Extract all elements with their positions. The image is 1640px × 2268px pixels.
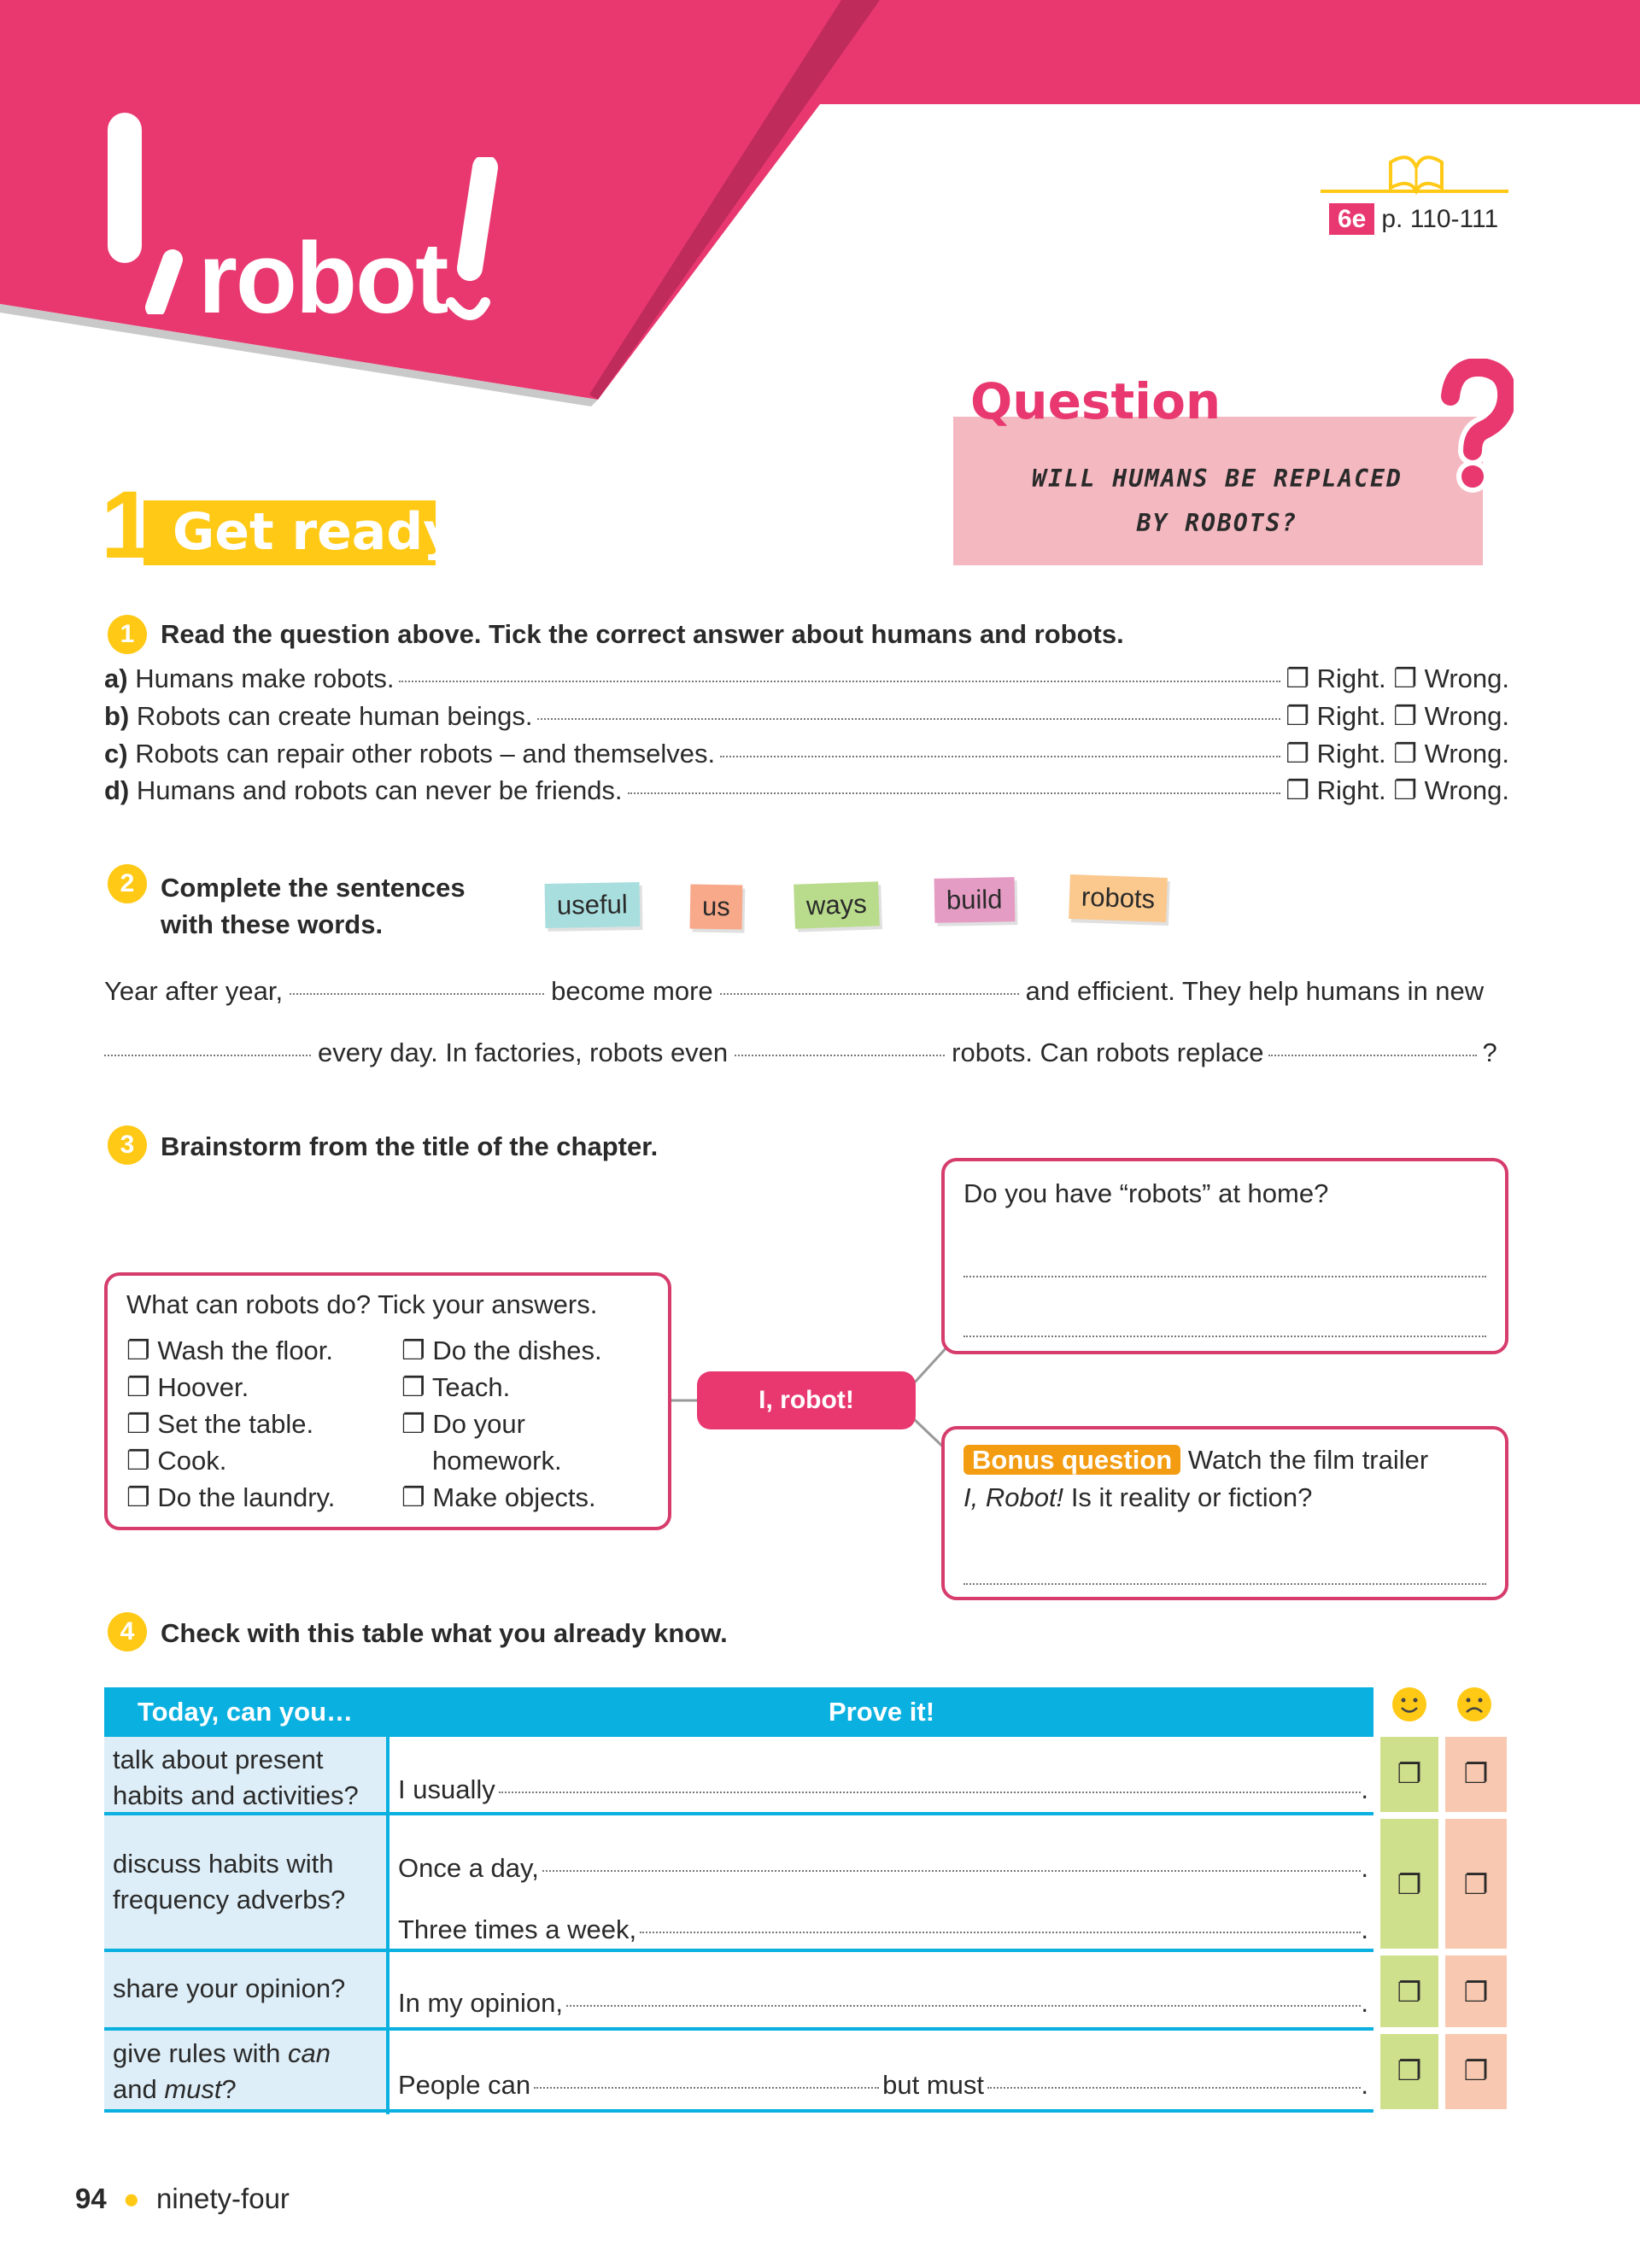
word-chip-ways[interactable]: ways <box>794 881 879 928</box>
page-range: p. 110-111 <box>1381 205 1499 233</box>
wrong-checkbox[interactable]: ❐ Wrong. <box>1393 701 1509 731</box>
question-title: Question <box>970 372 1221 430</box>
proof-blank[interactable] <box>987 2087 1361 2089</box>
smiley-sad-icon <box>1456 1686 1493 1723</box>
item-text: Humans make robots. <box>135 663 395 693</box>
bonus-line-1: Bonus question Watch the film trailer <box>964 1441 1428 1478</box>
bonus-line-2: I, Robot! Is it reality or fiction? <box>964 1482 1313 1512</box>
proof-blank[interactable] <box>499 1792 1362 1793</box>
sad-checkbox[interactable]: ❐ <box>1463 1869 1489 1900</box>
tick-hoover[interactable]: ❐ Hoover. <box>126 1372 249 1402</box>
blank-1[interactable] <box>290 993 544 995</box>
item-label: a) <box>104 663 128 693</box>
step-3-badge: 3 <box>108 1125 147 1165</box>
step-4-badge: 4 <box>108 1612 147 1651</box>
home-robots-question: Do you have “robots” at home? <box>964 1178 1329 1208</box>
word-chip-robots[interactable]: robots <box>1069 874 1168 922</box>
happy-checkbox[interactable]: ❐ <box>1397 1977 1422 2008</box>
tick-teach[interactable]: ❐ Teach. <box>401 1372 511 1402</box>
table-row-4-question: give rules with can and must? <box>104 2031 386 2113</box>
table-header-today: Today, can you… <box>104 1687 386 1737</box>
tick-set-table[interactable]: ❐ Set the table. <box>126 1409 314 1439</box>
tick-right-column <box>401 1332 602 1516</box>
tick-answers-box <box>104 1272 671 1530</box>
sad-checkbox[interactable]: ❐ <box>1463 1758 1489 1789</box>
item-label: d) <box>104 775 130 805</box>
right-checkbox[interactable]: ❐ Right. <box>1286 663 1386 693</box>
tick-left-column <box>126 1332 335 1516</box>
step-1-badge: 1 <box>108 615 147 654</box>
right-checkbox[interactable]: ❐ Right. <box>1286 739 1386 769</box>
tick-homework[interactable]: ❐ Do your <box>401 1409 525 1439</box>
tick-laundry[interactable]: ❐ Do the laundry. <box>126 1482 336 1512</box>
tick-cook[interactable]: ❐ Cook. <box>126 1446 227 1476</box>
ex4-instruction: Check with this table what you already know. <box>161 1618 728 1648</box>
proof-blank[interactable] <box>542 1870 1362 1872</box>
blank-2[interactable] <box>720 993 1019 995</box>
table-header-prove: Prove it! <box>390 1687 1374 1737</box>
table-row-3-proof: In my opinion, . <box>390 1952 1374 2031</box>
sad-checkbox[interactable]: ❐ <box>1463 2055 1489 2086</box>
page-footer <box>75 2183 290 2215</box>
tick-make-objects[interactable]: ❐ Make objects. <box>401 1482 596 1512</box>
ex1-instruction: Read the question above. Tick the correct answer about humans and robots. <box>161 619 1124 649</box>
happy-checkbox[interactable]: ❐ <box>1397 2055 1422 2086</box>
happy-checkbox[interactable]: ❐ <box>1397 1758 1422 1789</box>
proof-blank[interactable] <box>566 2005 1361 2007</box>
tick-homework-cont: homework. <box>432 1446 562 1476</box>
mindmap-hub: I, robot! <box>697 1371 916 1429</box>
smiley-happy-icon <box>1391 1686 1428 1723</box>
right-checkbox[interactable]: ❐ Right. <box>1286 775 1386 805</box>
blank-5[interactable] <box>1268 1055 1477 1056</box>
right-checkbox[interactable]: ❐ Right. <box>1286 701 1386 731</box>
question-text: WILL HUMANS BE REPLACED BY ROBOTS? <box>1032 465 1403 537</box>
page-reference <box>1329 205 1498 234</box>
ex2-sentence-1: Year after year, become more and efficient. They help humans in new <box>104 976 1485 1006</box>
page-number: 94 <box>75 2183 107 2214</box>
bonus-badge: Bonus question <box>964 1445 1180 1475</box>
answer-line[interactable] <box>964 1336 1486 1337</box>
page-number-word: ninety-four <box>156 2183 290 2214</box>
question-mark-icon <box>1432 359 1514 495</box>
answer-line[interactable] <box>964 1583 1486 1585</box>
tick-wash-floor[interactable]: ❐ Wash the floor. <box>126 1336 334 1365</box>
ex1-item-d <box>104 775 1509 806</box>
word-chip-build[interactable]: build <box>934 877 1015 923</box>
blank-4[interactable] <box>735 1055 945 1056</box>
page-title: robot <box>198 222 448 335</box>
wrong-checkbox[interactable]: ❐ Wrong. <box>1393 663 1509 693</box>
bonus-question-box <box>941 1426 1508 1600</box>
title-exclamation <box>444 157 504 336</box>
tick-dishes[interactable]: ❐ Do the dishes. <box>401 1336 602 1365</box>
tick-title: What can robots do? Tick your answers. <box>126 1289 598 1319</box>
ex3-instruction: Brainstorm from the title of the chapter. <box>161 1131 659 1161</box>
level-badge: 6e <box>1329 203 1374 235</box>
item-text: Humans and robots can never be friends. <box>136 775 623 805</box>
table-row-2-proof: Once a day, . Three times a week, . <box>390 1815 1374 1952</box>
wrong-checkbox[interactable]: ❐ Wrong. <box>1393 775 1509 805</box>
item-label: b) <box>104 701 130 731</box>
ex1-item-b <box>104 701 1509 732</box>
title-i-letter <box>102 109 196 314</box>
table-row-4-proof: People can but must . <box>390 2031 1374 2113</box>
wrong-checkbox[interactable]: ❐ Wrong. <box>1393 739 1509 769</box>
ex2-sentence-2: every day. In factories, robots even robots. Can robots replace ? <box>104 1038 1509 1068</box>
proof-blank[interactable] <box>534 2087 879 2089</box>
ex2-instruction: Complete the sentences with these words. <box>161 873 466 939</box>
open-book-icon <box>1321 143 1508 195</box>
table-row-1-question: talk about present habits and activities? <box>104 1737 386 1815</box>
step-2-badge: 2 <box>108 864 147 903</box>
table-row-2-question: discuss habits with frequency adverbs? <box>104 1815 386 1952</box>
word-chip-us[interactable]: us <box>690 884 743 929</box>
home-robots-box <box>941 1158 1508 1354</box>
item-text: Robots can repair other robots – and themselves. <box>135 739 716 769</box>
happy-checkbox[interactable]: ❐ <box>1397 1869 1422 1900</box>
blank-3[interactable] <box>104 1055 311 1056</box>
item-text: Robots can create human beings. <box>136 701 533 731</box>
table-row-1-proof: I usually . <box>390 1737 1374 1815</box>
section-number: 1 <box>101 471 155 578</box>
section-title: Get ready <box>173 502 457 562</box>
ex1-item-c <box>104 739 1509 769</box>
word-chip-useful[interactable]: useful <box>545 882 641 928</box>
ex1-item-a <box>104 663 1509 694</box>
table-row-3-question: share your opinion? <box>104 1952 386 2031</box>
footer-dot-icon: ● <box>122 2183 140 2214</box>
proof-blank[interactable] <box>640 1932 1361 1933</box>
sad-checkbox[interactable]: ❐ <box>1463 1977 1489 2008</box>
item-label: c) <box>104 739 128 769</box>
answer-line[interactable] <box>964 1276 1486 1277</box>
film-title: I, Robot! <box>964 1482 1064 1512</box>
